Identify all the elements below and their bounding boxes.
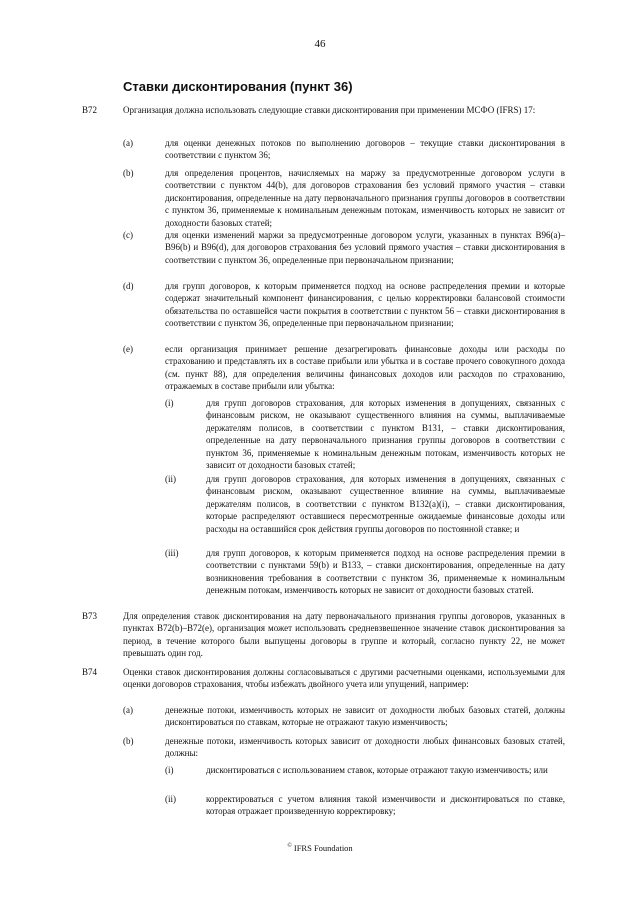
subitem-label-b74-ii: (ii) [165, 794, 176, 804]
page-number: 46 [314, 38, 326, 50]
paragraph-b72-intro: Организация должна использовать следующие ставки дисконтирования при применении МСФО (IFRS) 17: [123, 105, 536, 115]
paragraph-number-b73: B73 [82, 611, 98, 621]
item-label-b72-c: (c) [123, 230, 133, 240]
item-text-b74-b: денежные потоки, изменчивость которых зависит от доходности любых финансовых базовых статей, должны: [165, 736, 565, 759]
subitem-text-b72-i: для групп договоров страхования, для которых изменения в допущениях, связанных с финансовым риском, не оказывают существенного влияния на суммы, выплачиваемые держателям полисов, в соответствии с пунктом B131, – ставки дисконтирования, определенные на дату первоначального признания группы договоров в соответствии с пунктом 36, применяемые к номинальным денежным потокам, изменчивость которых не зависит от доходности базовых статей; [206, 398, 565, 471]
subitem-text-b72-ii: для групп договоров страхования, для которых изменения в допущениях, связанных с финансовым риском, оказывают существенное влияние на суммы, выплачиваемые держателям полисов, в соответствии с пунктом B132(a)(i), – ставки дисконтирования, которые распределяют оставшиеся пересмотренные ожидаемые финансовые доходы или расходы на оставшийся срок действия группы договоров по постоянной ставке; и [206, 474, 565, 534]
item-label-b74-a: (a) [123, 705, 133, 715]
subitem-label-b72-ii: (ii) [165, 474, 176, 484]
subitem-text-b72-iii: для групп договоров, к которым применяется подход на основе распределения премии в соответствии с пунктами 59(b) и B133, – ставки дисконтирования, определенные на дату возникновения требования в соответствии с пунктом 36, применяемые к номинальным денежным потокам, изменчивость которых не зависит от доходности базовых статей. [206, 548, 565, 596]
item-text-b74-a: денежные потоки, изменчивость которых не зависит от доходности любых базовых статей, должны дисконтироваться по ставкам, которые не отражают такую изменчивость; [165, 705, 565, 728]
item-label-b72-a: (a) [123, 138, 133, 148]
subitem-text-b74-ii: корректироваться с учетом влияния такой изменчивости и дисконтироваться по ставке, которая отражает произведенную корректировку; [206, 794, 565, 817]
item-text-b72-a: для оценки денежных потоков по выполнению договоров – текущие ставки дисконтирования в соответствии с пунктом 36; [165, 138, 565, 161]
item-text-b72-c: для оценки изменений маржи за предусмотренные договором услуги, указанных в пунктах B96(a)–B96(b) и B96(d), для договоров страхования без условий прямого участия – ставки дисконтирования в соответствии с пунктом 36, определенные при первоначальном признании; [165, 230, 565, 265]
paragraph-b74-intro: Оценки ставок дисконтирования должны согласовываться с другими расчетными оценками, используемыми для оценки договоров страхования, чтобы избежать двойного учета или упущений, например: [123, 667, 565, 690]
item-text-b72-b: для определения процентов, начисляемых на маржу за предусмотренные договором услуги в соответствии с пунктом 44(b), для договоров страхования без условий прямого участия – ставки дисконтирования, определенные на дату первоначального признания группы договоров в соответствии с пунктом 36, применяемые к номинальным денежным потокам, изменчивость которых не зависит от доходности базовых статей; [165, 168, 565, 228]
subitem-label-b72-i: (i) [165, 398, 174, 408]
item-text-b72-e: если организация принимает решение дезагрегировать финансовые доходы или расходы по страхованию и представлять их в составе прибыли или убытка и в составе прочего совокупного дохода (см. пункт 88), для определения величины финансовых доходов или расходов по страхованию, отражаемых в составе прибыли или убытка: [165, 344, 565, 392]
page-footer [0, 843, 640, 853]
item-label-b74-b: (b) [123, 736, 134, 746]
subitem-label-b72-iii: (iii) [165, 548, 179, 558]
paragraph-number-b72: B72 [82, 105, 98, 115]
item-label-b72-b: (b) [123, 168, 134, 178]
footer-text: IFRS Foundation [293, 843, 353, 853]
subitem-label-b74-i: (i) [165, 765, 174, 775]
paragraph-b73-text: Для определения ставок дисконтирования на дату первоначального признания группы договоров, указанных в пунктах B72(b)–B72(e), организация может использовать средневзвешенное значение ставок дисконтирования за период, в течение которого были выпущены договоры в группе и который, согласно пункту 22, не может превышать один год. [123, 611, 565, 659]
item-label-b72-d: (d) [123, 281, 134, 291]
subitem-text-b74-i: дисконтироваться с использованием ставок, которые отражают такую изменчивость; или [206, 765, 548, 775]
paragraph-number-b74: B74 [82, 667, 98, 677]
section-heading: Ставки дисконтирования (пункт 36) [123, 79, 353, 94]
item-label-b72-e: (e) [123, 344, 133, 354]
copyright-symbol: © [287, 843, 292, 850]
item-text-b72-d: для групп договоров, к которым применяется подход на основе распределения премии и которые содержат значительный компонент финансирования, с целью корректировки балансовой стоимости обязательства по оставшейся части покрытия в соответствии с пунктом 56 – ставки дисконтирования в соответствии с пунктом 36, определенные при первоначальном признании; [165, 281, 565, 329]
